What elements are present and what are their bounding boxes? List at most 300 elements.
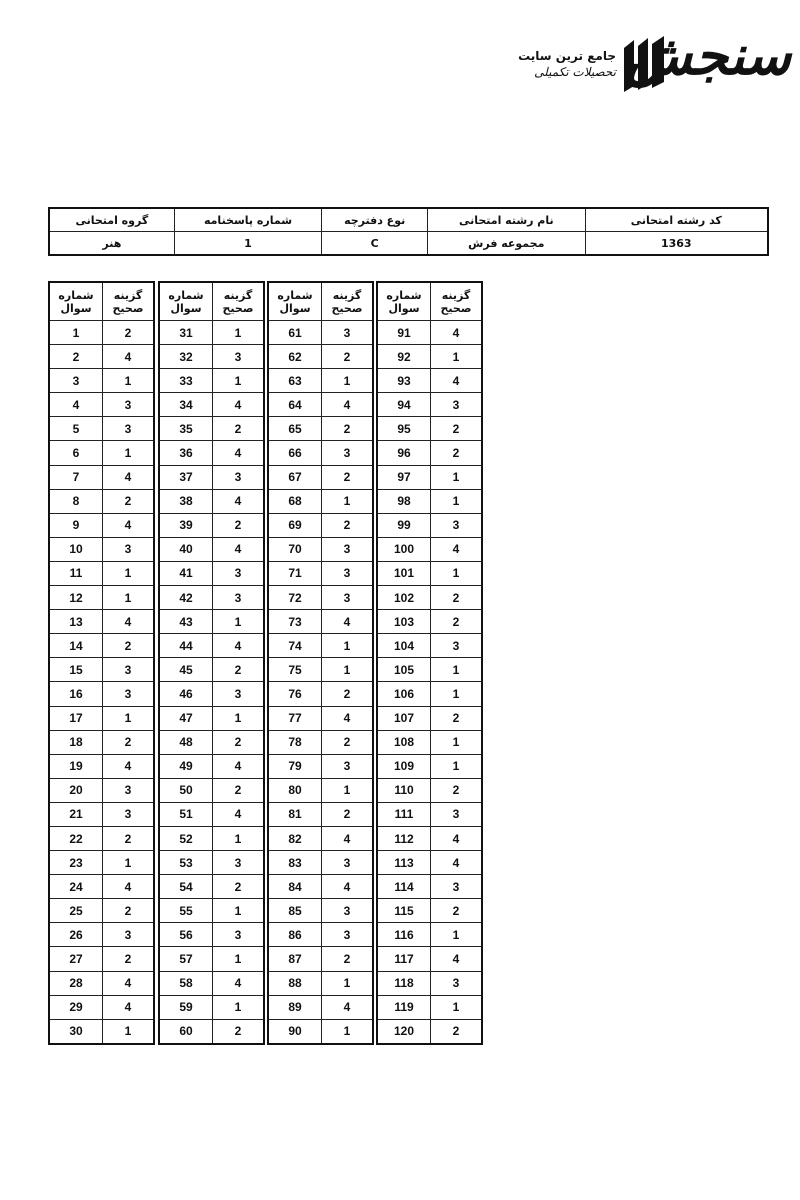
question-number: 7	[49, 465, 103, 489]
question-number: 78	[268, 730, 322, 754]
correct-option: 2	[103, 634, 155, 658]
correct-option: 3	[103, 682, 155, 706]
answer-row	[268, 634, 373, 658]
correct-option: 2	[322, 345, 374, 369]
header-correct-option	[322, 282, 374, 321]
correct-option: 1	[213, 321, 265, 345]
header-question-line1: شماره	[386, 288, 422, 302]
question-number: 62	[268, 345, 322, 369]
answer-row	[49, 369, 154, 393]
question-number: 56	[159, 923, 213, 947]
header-question-line2: سوال	[170, 301, 202, 315]
question-number: 19	[49, 754, 103, 778]
question-number: 100	[377, 537, 431, 561]
answer-row	[268, 586, 373, 610]
correct-option: 4	[213, 802, 265, 826]
answer-row	[377, 417, 482, 441]
answer-row	[377, 561, 482, 585]
question-number: 107	[377, 706, 431, 730]
correct-option: 4	[103, 971, 155, 995]
answer-row	[377, 754, 482, 778]
answer-row	[268, 561, 373, 585]
answer-row	[49, 465, 154, 489]
question-number: 31	[159, 321, 213, 345]
correct-option: 3	[322, 754, 374, 778]
question-number: 46	[159, 682, 213, 706]
answer-row	[159, 995, 264, 1019]
correct-option: 4	[103, 465, 155, 489]
correct-option: 1	[431, 561, 483, 585]
correct-option: 4	[322, 826, 374, 850]
answer-row	[268, 802, 373, 826]
value-field-name: مجموعه فرش	[428, 232, 586, 256]
correct-option: 1	[103, 851, 155, 875]
correct-option: 2	[322, 730, 374, 754]
correct-option: 4	[213, 441, 265, 465]
correct-option: 4	[431, 321, 483, 345]
answer-row	[268, 778, 373, 802]
question-number: 15	[49, 658, 103, 682]
question-number: 109	[377, 754, 431, 778]
correct-option: 1	[431, 682, 483, 706]
correct-option: 3	[213, 682, 265, 706]
question-number: 4	[49, 393, 103, 417]
header-answer-line1: گزینه	[223, 288, 253, 302]
answer-row	[159, 778, 264, 802]
question-number: 114	[377, 875, 431, 899]
answer-row	[159, 875, 264, 899]
question-number: 115	[377, 899, 431, 923]
question-number: 54	[159, 875, 213, 899]
correct-option: 4	[431, 537, 483, 561]
answer-row	[268, 441, 373, 465]
answer-row	[159, 537, 264, 561]
answer-row	[268, 658, 373, 682]
question-number: 45	[159, 658, 213, 682]
answer-row	[377, 851, 482, 875]
question-number: 94	[377, 393, 431, 417]
correct-option: 1	[213, 706, 265, 730]
answer-row	[49, 730, 154, 754]
header-answer-line2: صحیح	[440, 301, 472, 315]
answer-row	[377, 875, 482, 899]
correct-option: 2	[213, 513, 265, 537]
answer-row	[377, 826, 482, 850]
header-correct-option	[431, 282, 483, 321]
question-number: 59	[159, 995, 213, 1019]
question-number: 99	[377, 513, 431, 537]
question-number: 69	[268, 513, 322, 537]
correct-option: 4	[431, 947, 483, 971]
answer-table-block	[158, 281, 265, 1045]
correct-option: 1	[431, 345, 483, 369]
question-number: 49	[159, 754, 213, 778]
question-number: 20	[49, 778, 103, 802]
correct-option: 3	[213, 923, 265, 947]
correct-option: 3	[103, 393, 155, 417]
correct-option: 4	[322, 875, 374, 899]
logo-brand: سنجش	[625, 23, 791, 87]
answer-row	[159, 321, 264, 345]
question-number: 75	[268, 658, 322, 682]
correct-option: 2	[103, 899, 155, 923]
answer-row	[159, 923, 264, 947]
value-booklet-type: C	[322, 232, 428, 256]
answer-row	[49, 393, 154, 417]
question-number: 5	[49, 417, 103, 441]
header-answer-line1: گزینه	[332, 288, 362, 302]
answer-row	[268, 730, 373, 754]
answer-row	[268, 947, 373, 971]
question-number: 38	[159, 489, 213, 513]
correct-option: 3	[431, 875, 483, 899]
correct-option: 4	[431, 826, 483, 850]
question-number: 61	[268, 321, 322, 345]
question-number: 64	[268, 393, 322, 417]
answer-row	[49, 1019, 154, 1044]
correct-option: 3	[322, 851, 374, 875]
answer-row	[268, 345, 373, 369]
question-number: 120	[377, 1019, 431, 1044]
question-number: 77	[268, 706, 322, 730]
answer-row	[49, 826, 154, 850]
correct-option: 3	[213, 561, 265, 585]
question-number: 36	[159, 441, 213, 465]
header-booklet-type: نوع دفترچه	[322, 208, 428, 232]
correct-option: 4	[213, 634, 265, 658]
question-number: 26	[49, 923, 103, 947]
answer-row	[268, 537, 373, 561]
question-number: 12	[49, 586, 103, 610]
header-question-line1: شماره	[168, 288, 204, 302]
answer-row	[159, 730, 264, 754]
answer-row	[49, 754, 154, 778]
logo-tagline-script: تحصیلات تکمیلی	[534, 65, 616, 79]
answer-table-header-row	[268, 282, 373, 321]
question-number: 105	[377, 658, 431, 682]
question-number: 1	[49, 321, 103, 345]
header-answer-line1: گزینه	[441, 288, 471, 302]
answer-row	[49, 658, 154, 682]
correct-option: 3	[213, 586, 265, 610]
correct-option: 3	[431, 802, 483, 826]
question-number: 42	[159, 586, 213, 610]
answer-row	[377, 345, 482, 369]
correct-option: 4	[213, 393, 265, 417]
header-question-line1: شماره	[58, 288, 94, 302]
question-number: 52	[159, 826, 213, 850]
correct-option: 2	[213, 658, 265, 682]
question-number: 87	[268, 947, 322, 971]
answer-row	[49, 634, 154, 658]
question-number: 76	[268, 682, 322, 706]
answer-row	[159, 899, 264, 923]
answer-row	[377, 730, 482, 754]
correct-option: 1	[431, 923, 483, 947]
header-question-line2: سوال	[60, 301, 92, 315]
answer-row	[377, 1019, 482, 1044]
correct-option: 2	[431, 1019, 483, 1044]
answer-row	[159, 393, 264, 417]
answer-row	[159, 802, 264, 826]
answer-row	[49, 923, 154, 947]
question-number: 55	[159, 899, 213, 923]
answer-row	[159, 369, 264, 393]
answer-row	[377, 586, 482, 610]
answer-row	[377, 658, 482, 682]
correct-option: 1	[213, 899, 265, 923]
correct-option: 1	[431, 658, 483, 682]
correct-option: 2	[103, 730, 155, 754]
correct-option: 4	[213, 971, 265, 995]
question-number: 25	[49, 899, 103, 923]
answer-row	[49, 995, 154, 1019]
answer-row	[159, 682, 264, 706]
answer-row	[159, 441, 264, 465]
question-number: 116	[377, 923, 431, 947]
answer-row	[268, 971, 373, 995]
answer-row	[268, 826, 373, 850]
answer-row	[268, 682, 373, 706]
question-number: 106	[377, 682, 431, 706]
correct-option: 2	[103, 489, 155, 513]
answer-row	[49, 778, 154, 802]
answer-row	[159, 345, 264, 369]
correct-option: 4	[322, 706, 374, 730]
question-number: 80	[268, 778, 322, 802]
answer-row	[49, 586, 154, 610]
header-question-number	[377, 282, 431, 321]
header-question-line1: شماره	[277, 288, 313, 302]
question-number: 81	[268, 802, 322, 826]
question-number: 22	[49, 826, 103, 850]
header-answer-line2: صحیح	[222, 301, 254, 315]
question-number: 97	[377, 465, 431, 489]
answer-row	[268, 706, 373, 730]
correct-option: 1	[213, 947, 265, 971]
answer-table-block	[267, 281, 374, 1045]
question-number: 96	[377, 441, 431, 465]
answer-row	[377, 706, 482, 730]
correct-option: 1	[213, 369, 265, 393]
question-number: 67	[268, 465, 322, 489]
answer-row	[159, 706, 264, 730]
answer-row	[268, 465, 373, 489]
answer-row	[159, 561, 264, 585]
question-number: 29	[49, 995, 103, 1019]
question-number: 33	[159, 369, 213, 393]
answer-row	[377, 465, 482, 489]
answer-row	[268, 1019, 373, 1044]
question-number: 43	[159, 610, 213, 634]
correct-option: 3	[322, 321, 374, 345]
correct-option: 3	[213, 465, 265, 489]
correct-option: 1	[322, 778, 374, 802]
answer-row	[268, 369, 373, 393]
correct-option: 2	[431, 417, 483, 441]
answer-row	[377, 441, 482, 465]
question-number: 14	[49, 634, 103, 658]
correct-option: 3	[431, 634, 483, 658]
correct-option: 1	[103, 369, 155, 393]
correct-option: 2	[431, 586, 483, 610]
answer-row	[159, 465, 264, 489]
correct-option: 4	[213, 489, 265, 513]
answer-row	[49, 971, 154, 995]
correct-option: 2	[213, 1019, 265, 1044]
answer-row	[49, 851, 154, 875]
question-number: 60	[159, 1019, 213, 1044]
header-answer-line2: صحیح	[331, 301, 363, 315]
answer-row	[377, 489, 482, 513]
question-number: 34	[159, 393, 213, 417]
correct-option: 4	[213, 754, 265, 778]
answer-row	[159, 826, 264, 850]
correct-option: 3	[322, 899, 374, 923]
correct-option: 4	[103, 754, 155, 778]
question-number: 13	[49, 610, 103, 634]
question-number: 110	[377, 778, 431, 802]
header-question-line2: سوال	[388, 301, 420, 315]
question-number: 50	[159, 778, 213, 802]
answer-row	[377, 778, 482, 802]
answer-row	[49, 441, 154, 465]
answer-row	[268, 995, 373, 1019]
question-number: 17	[49, 706, 103, 730]
correct-option: 1	[431, 465, 483, 489]
header-answer-sheet-number: شماره پاسخنامه	[174, 208, 322, 232]
question-number: 18	[49, 730, 103, 754]
answer-row	[49, 537, 154, 561]
question-number: 10	[49, 537, 103, 561]
correct-option: 4	[322, 393, 374, 417]
answer-row	[268, 875, 373, 899]
answer-row	[377, 947, 482, 971]
answer-row	[159, 513, 264, 537]
question-number: 95	[377, 417, 431, 441]
correct-option: 2	[213, 778, 265, 802]
answer-row	[268, 321, 373, 345]
question-number: 16	[49, 682, 103, 706]
correct-option: 1	[431, 754, 483, 778]
question-number: 53	[159, 851, 213, 875]
correct-option: 3	[103, 778, 155, 802]
sanjesh-logo	[488, 18, 793, 100]
answer-table-header-row	[159, 282, 264, 321]
header-answer-line2: صحیح	[112, 301, 144, 315]
correct-option: 3	[322, 561, 374, 585]
question-number: 73	[268, 610, 322, 634]
header-exam-group: گروه امتحانی	[49, 208, 174, 232]
exam-info-table	[48, 207, 769, 256]
correct-option: 1	[322, 1019, 374, 1044]
answer-table-block	[48, 281, 155, 1045]
question-number: 8	[49, 489, 103, 513]
question-number: 21	[49, 802, 103, 826]
answer-row	[159, 754, 264, 778]
correct-option: 3	[103, 802, 155, 826]
answer-row	[159, 658, 264, 682]
correct-option: 1	[103, 586, 155, 610]
answer-row	[49, 875, 154, 899]
question-number: 32	[159, 345, 213, 369]
question-number: 83	[268, 851, 322, 875]
question-number: 82	[268, 826, 322, 850]
header-field-name: نام رشته امتحانی	[428, 208, 586, 232]
question-number: 71	[268, 561, 322, 585]
header-correct-option	[103, 282, 155, 321]
question-number: 6	[49, 441, 103, 465]
correct-option: 2	[431, 899, 483, 923]
question-number: 85	[268, 899, 322, 923]
answer-row	[49, 489, 154, 513]
correct-option: 4	[213, 537, 265, 561]
question-number: 86	[268, 923, 322, 947]
correct-option: 1	[103, 706, 155, 730]
correct-option: 3	[103, 658, 155, 682]
answer-row	[49, 682, 154, 706]
question-number: 57	[159, 947, 213, 971]
question-number: 39	[159, 513, 213, 537]
correct-option: 2	[431, 441, 483, 465]
correct-option: 2	[322, 465, 374, 489]
correct-option: 3	[213, 345, 265, 369]
answer-row	[159, 586, 264, 610]
question-number: 102	[377, 586, 431, 610]
answer-row	[377, 802, 482, 826]
correct-option: 2	[103, 826, 155, 850]
question-number: 11	[49, 561, 103, 585]
question-number: 70	[268, 537, 322, 561]
logo-tagline	[488, 48, 616, 80]
answer-row	[49, 345, 154, 369]
value-exam-group: هنر	[49, 232, 174, 256]
answer-row	[49, 610, 154, 634]
correct-option: 1	[322, 489, 374, 513]
question-number: 35	[159, 417, 213, 441]
answer-row	[268, 610, 373, 634]
question-number: 108	[377, 730, 431, 754]
exam-info-value-row	[49, 232, 768, 256]
question-number: 101	[377, 561, 431, 585]
correct-option: 4	[103, 513, 155, 537]
question-number: 90	[268, 1019, 322, 1044]
answer-row	[159, 851, 264, 875]
question-number: 58	[159, 971, 213, 995]
answer-row	[377, 682, 482, 706]
correct-option: 2	[213, 417, 265, 441]
correct-option: 4	[103, 875, 155, 899]
answer-row	[268, 899, 373, 923]
header-question-number	[268, 282, 322, 321]
correct-option: 3	[431, 513, 483, 537]
correct-option: 2	[322, 513, 374, 537]
header-question-line2: سوال	[279, 301, 311, 315]
question-number: 30	[49, 1019, 103, 1044]
question-number: 28	[49, 971, 103, 995]
answer-row	[377, 393, 482, 417]
correct-option: 1	[213, 610, 265, 634]
answer-row	[49, 321, 154, 345]
answer-row	[268, 754, 373, 778]
answer-row	[49, 899, 154, 923]
question-number: 40	[159, 537, 213, 561]
answer-row	[377, 899, 482, 923]
answer-row	[268, 393, 373, 417]
answer-row	[377, 537, 482, 561]
correct-option: 1	[213, 826, 265, 850]
answer-row	[49, 947, 154, 971]
